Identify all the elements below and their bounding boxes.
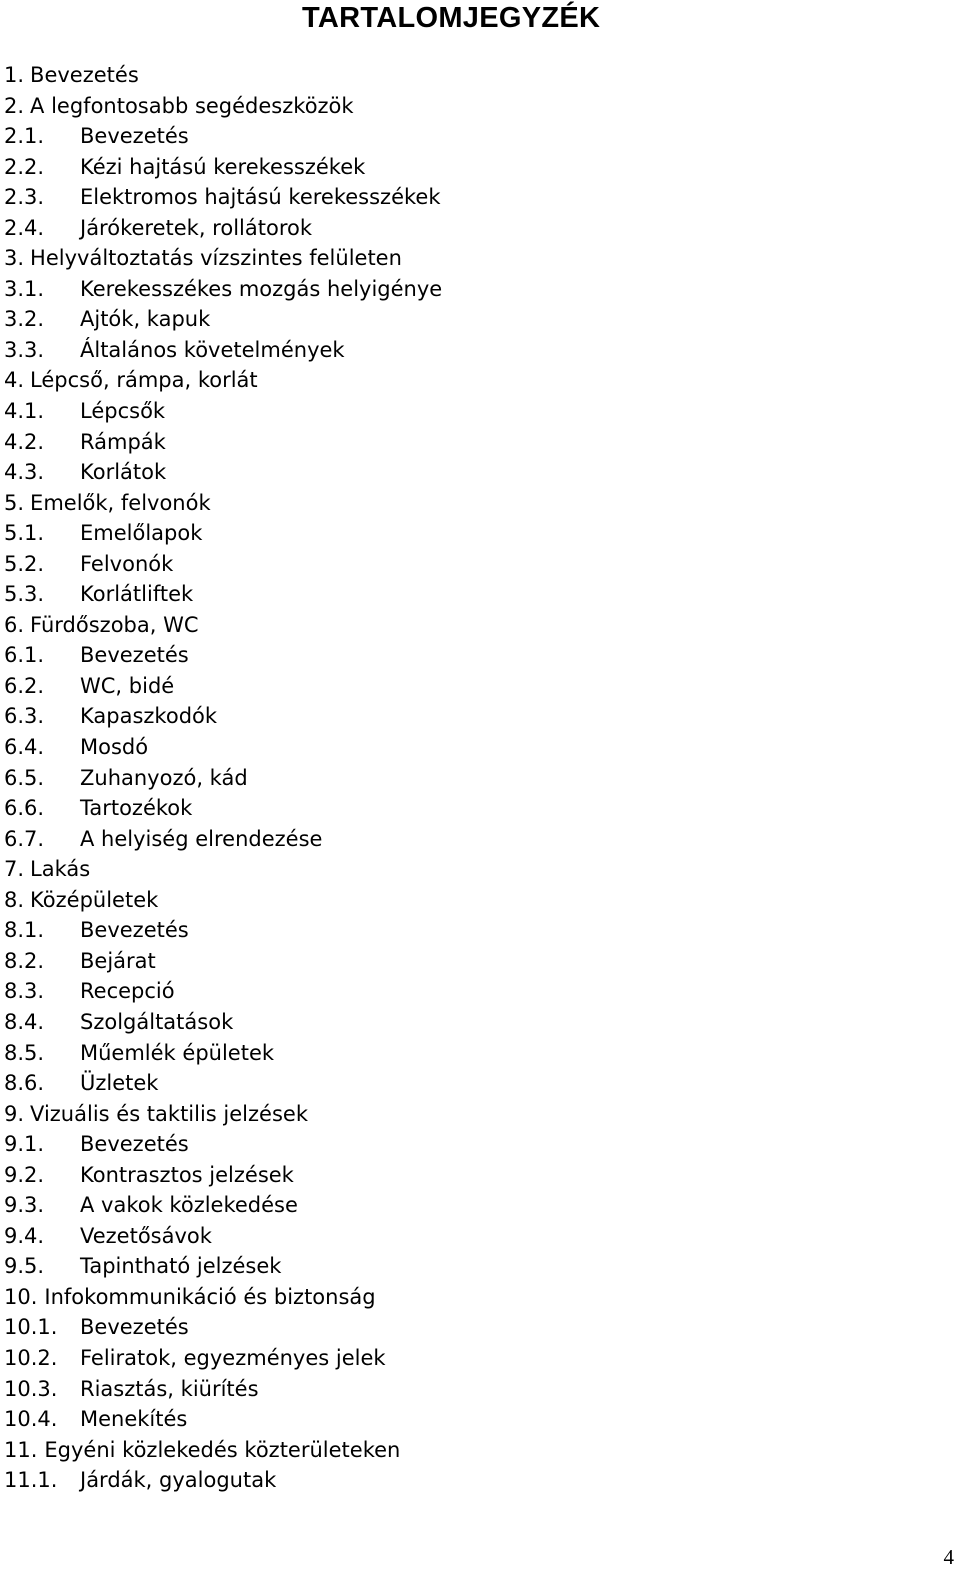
toc-entry[interactable] bbox=[4, 1251, 442, 1282]
toc-entry-number: 8.3. bbox=[4, 979, 45, 1004]
toc-entry-title: Helyváltoztatás vízszintes felületen bbox=[30, 246, 402, 271]
toc-entry-number: 3.3. bbox=[4, 337, 45, 362]
toc-entry[interactable] bbox=[4, 1099, 442, 1130]
toc-entry-title: Bevezetés bbox=[80, 124, 189, 149]
toc-entry-title: Zuhanyozó, kád bbox=[80, 765, 248, 790]
toc-entry-number: 10.2. bbox=[4, 1345, 58, 1370]
toc-entry-title: Lakás bbox=[30, 857, 91, 882]
toc-entry-title: Bevezetés bbox=[80, 1132, 189, 1157]
toc-entry-title: Kézi hajtású kerekesszékek bbox=[80, 154, 366, 179]
toc-entry-title: Emelőlapok bbox=[80, 521, 203, 546]
toc-entry-number: 11. bbox=[4, 1437, 38, 1462]
toc-entry[interactable] bbox=[4, 732, 442, 763]
toc-entry[interactable] bbox=[4, 640, 442, 671]
toc-entry[interactable] bbox=[4, 854, 442, 885]
toc-entry[interactable] bbox=[4, 793, 442, 824]
toc-entry-title: Bejárat bbox=[80, 948, 156, 973]
toc-entry-number: 10. bbox=[4, 1284, 38, 1309]
toc-entry-number: 10.4. bbox=[4, 1407, 58, 1432]
toc-entry-title: Vizuális és taktilis jelzések bbox=[30, 1101, 308, 1126]
toc-entry-number: 9.5. bbox=[4, 1254, 45, 1279]
toc-entry[interactable] bbox=[4, 1282, 442, 1313]
toc-entry[interactable] bbox=[4, 671, 442, 702]
toc-entry-number: 6.2. bbox=[4, 673, 45, 698]
toc-entry[interactable] bbox=[4, 274, 442, 305]
toc-entry-number: 4.1. bbox=[4, 399, 45, 424]
toc-entry-number: 9.1. bbox=[4, 1132, 45, 1157]
toc-entry-number: 6.6. bbox=[4, 796, 45, 821]
toc-entry[interactable] bbox=[4, 701, 442, 732]
toc-entry-title: Vezetősávok bbox=[80, 1223, 212, 1248]
toc-entry[interactable] bbox=[4, 60, 442, 91]
toc-entry[interactable] bbox=[4, 488, 442, 519]
toc-entry-number: 6.3. bbox=[4, 704, 45, 729]
toc-entry-title: Bevezetés bbox=[80, 1315, 189, 1340]
toc-entry-title: Járdák, gyalogutak bbox=[80, 1468, 277, 1493]
toc-entry-number: 8.5. bbox=[4, 1040, 45, 1065]
toc-entry[interactable] bbox=[4, 885, 442, 916]
toc-entry-title: Lépcső, rámpa, korlát bbox=[30, 368, 258, 393]
toc-entry[interactable] bbox=[4, 579, 442, 610]
toc-entry-number: 3. bbox=[4, 246, 25, 271]
toc-entry-number: 3.1. bbox=[4, 276, 45, 301]
toc-entry[interactable] bbox=[4, 1435, 442, 1466]
toc-entry[interactable] bbox=[4, 396, 442, 427]
page-number: 4 bbox=[943, 1545, 954, 1569]
toc-entry-number: 7. bbox=[4, 857, 25, 882]
toc-entry-title: A helyiség elrendezése bbox=[80, 826, 323, 851]
toc-entry[interactable] bbox=[4, 1160, 442, 1191]
toc-entry-number: 9.2. bbox=[4, 1162, 45, 1187]
toc-entry-number: 2. bbox=[4, 93, 25, 118]
toc-entry[interactable] bbox=[4, 763, 442, 794]
toc-entry-number: 9.4. bbox=[4, 1223, 45, 1248]
toc-entry-number: 6.4. bbox=[4, 735, 45, 760]
toc-entry-title: Bevezetés bbox=[80, 918, 189, 943]
toc-entry-title: Korlátok bbox=[80, 460, 167, 485]
toc-entry-title: Riasztás, kiürítés bbox=[80, 1376, 259, 1401]
toc-entry[interactable] bbox=[4, 213, 442, 244]
toc-entry-title: Kerekesszékes mozgás helyigénye bbox=[80, 276, 443, 301]
toc-entry[interactable] bbox=[4, 1190, 442, 1221]
toc-entry[interactable] bbox=[4, 1068, 442, 1099]
toc-entry-title: Elektromos hajtású kerekesszékek bbox=[80, 185, 441, 210]
toc-entry[interactable] bbox=[4, 335, 442, 366]
toc-entry[interactable] bbox=[4, 976, 442, 1007]
page-title: TARTALOMJEGYZÉK bbox=[302, 2, 601, 34]
toc-entry-title: Kapaszkodók bbox=[80, 704, 218, 729]
toc-entry-title: Műemlék épületek bbox=[80, 1040, 275, 1065]
toc-entry[interactable] bbox=[4, 915, 442, 946]
toc-entry[interactable] bbox=[4, 427, 442, 458]
toc-entry-title: Feliratok, egyezményes jelek bbox=[80, 1345, 386, 1370]
toc-entry-number: 4.2. bbox=[4, 429, 45, 454]
toc-entry-title: Rámpák bbox=[80, 429, 166, 454]
toc-entry-number: 2.4. bbox=[4, 215, 45, 240]
toc-entry-title: Kontrasztos jelzések bbox=[80, 1162, 294, 1187]
toc-entry-number: 8.4. bbox=[4, 1009, 45, 1034]
toc-entry-title: Szolgáltatások bbox=[80, 1009, 234, 1034]
toc-entry[interactable] bbox=[4, 1465, 442, 1496]
toc-entry-number: 6. bbox=[4, 612, 25, 637]
toc-entry-number: 8.1. bbox=[4, 918, 45, 943]
toc-entry-title: Fürdőszoba, WC bbox=[30, 612, 199, 637]
toc-entry-number: 3.2. bbox=[4, 307, 45, 332]
toc-entry-number: 9.3. bbox=[4, 1193, 45, 1218]
toc-entry-number: 2.2. bbox=[4, 154, 45, 179]
toc-entry-title: Bevezetés bbox=[30, 63, 139, 87]
toc-entry-number: 2.3. bbox=[4, 185, 45, 210]
toc-entry-title: Recepció bbox=[80, 979, 175, 1004]
toc-entry-title: Tartozékok bbox=[80, 796, 193, 821]
toc-entry[interactable] bbox=[4, 243, 442, 274]
toc-entry-title: Ajtók, kapuk bbox=[80, 307, 211, 332]
toc-entry-title: WC, bidé bbox=[80, 673, 175, 698]
toc-entry-number: 10.3. bbox=[4, 1376, 58, 1401]
toc-entry-title: Menekítés bbox=[80, 1407, 188, 1432]
toc-entry-number: 8. bbox=[4, 887, 25, 912]
toc-entry-number: 5.2. bbox=[4, 551, 45, 576]
toc-entry[interactable] bbox=[4, 304, 442, 335]
toc-entry[interactable] bbox=[4, 610, 442, 641]
toc-entry-title: Tapintható jelzések bbox=[80, 1254, 282, 1279]
toc-entry[interactable] bbox=[4, 91, 442, 122]
toc-entry[interactable] bbox=[4, 946, 442, 977]
toc-entry-title: Emelők, felvonók bbox=[30, 490, 211, 515]
toc-entry-number: 8.2. bbox=[4, 948, 45, 973]
toc-entry[interactable] bbox=[4, 518, 442, 549]
toc-entry-title: Korlátliftek bbox=[80, 582, 194, 607]
toc-entry-title: Üzletek bbox=[80, 1071, 159, 1096]
toc-entry[interactable] bbox=[4, 365, 442, 396]
toc-entry[interactable] bbox=[4, 1312, 442, 1343]
toc-entry[interactable] bbox=[4, 121, 442, 152]
toc-entry[interactable] bbox=[4, 1221, 442, 1252]
toc-entry[interactable] bbox=[4, 457, 442, 488]
toc-entry-number: 4. bbox=[4, 368, 25, 393]
toc-entry-number: 11.1. bbox=[4, 1468, 58, 1493]
toc-entry[interactable] bbox=[4, 1038, 442, 1069]
toc-entry-number: 8.6. bbox=[4, 1071, 45, 1096]
toc-entry-title: Egyéni közlekedés közterületeken bbox=[44, 1437, 401, 1462]
toc-entry-number: 1. bbox=[4, 63, 25, 87]
toc-entry-title: Felvonók bbox=[80, 551, 174, 576]
toc-entry[interactable] bbox=[4, 152, 442, 183]
toc-entry-number: 6.5. bbox=[4, 765, 45, 790]
toc-entry-title: A legfontosabb segédeszközök bbox=[30, 93, 354, 118]
toc-entry-title: Bevezetés bbox=[80, 643, 189, 668]
toc-entry-number: 9. bbox=[4, 1101, 25, 1126]
toc-entry-number: 5.1. bbox=[4, 521, 45, 546]
toc-entry[interactable] bbox=[4, 1007, 442, 1038]
toc-entry-number: 10.1. bbox=[4, 1315, 58, 1340]
toc-entry-number: 6.1. bbox=[4, 643, 45, 668]
toc-entry-number: 6.7. bbox=[4, 826, 45, 851]
toc-entry-number: 2.1. bbox=[4, 124, 45, 149]
toc-entry[interactable] bbox=[4, 824, 442, 855]
table-of-contents bbox=[4, 60, 442, 1496]
toc-entry[interactable] bbox=[4, 1343, 442, 1374]
toc-entry-title: Középületek bbox=[30, 887, 159, 912]
toc-entry[interactable] bbox=[4, 549, 442, 580]
toc-entry[interactable] bbox=[4, 1374, 442, 1405]
toc-entry-title: Járókeretek, rollátorok bbox=[80, 215, 312, 240]
toc-entry-number: 5.3. bbox=[4, 582, 45, 607]
toc-entry[interactable] bbox=[4, 1404, 442, 1435]
toc-entry-number: 5. bbox=[4, 490, 25, 515]
toc-entry-title: Általános követelmények bbox=[80, 337, 345, 362]
toc-entry-number: 4.3. bbox=[4, 460, 45, 485]
toc-entry-title: Lépcsők bbox=[80, 399, 166, 424]
toc-entry[interactable] bbox=[4, 1129, 442, 1160]
toc-entry-title: Infokommunikáció és biztonság bbox=[44, 1284, 376, 1309]
toc-entry-title: Mosdó bbox=[80, 735, 149, 760]
toc-entry[interactable] bbox=[4, 182, 442, 213]
toc-entry-title: A vakok közlekedése bbox=[80, 1193, 298, 1218]
